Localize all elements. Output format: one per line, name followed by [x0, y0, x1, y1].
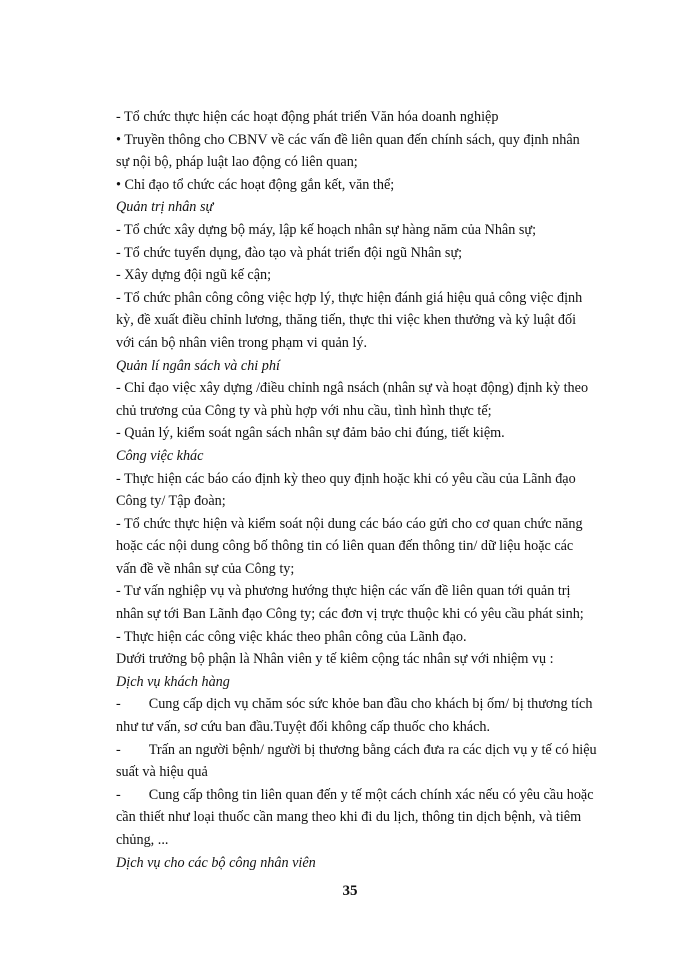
- text-line: vấn đề về nhân sự của Công ty;: [116, 560, 295, 577]
- text-line: - Thực hiện các báo cáo định kỳ theo quy định hoặc khi có yêu cầu của Lãnh đạo: [116, 470, 576, 487]
- section-heading: Công việc khác: [116, 447, 204, 464]
- text-line: hoặc các nội dung công bố thông tin có liên quan đến thông tin/ dữ liệu hoặc các: [116, 538, 574, 555]
- section-heading: Dịch vụ cho các bộ công nhân viên: [116, 854, 316, 871]
- bullet-marker: -: [116, 741, 121, 758]
- text-line: • Chỉ đạo tổ chức các hoạt động gắn kết, văn thể;: [116, 176, 395, 193]
- text-line: suất và hiệu quả: [116, 764, 208, 781]
- text-line: cần thiết như loại thuốc cần mang theo khi đi du lịch, thông tin dịch bệnh, và tiêm: [116, 809, 582, 826]
- bullet-text: Cung cấp dịch vụ chăm sóc sức khỏe ban đầu cho khách bị ốm/ bị thương tích: [148, 696, 593, 713]
- text-line: - Thực hiện các công việc khác theo phân công của Lãnh đạo.: [116, 628, 467, 645]
- text-line: chủ trương của Công ty và phù hợp với nhu cầu, tình hình thực tế;: [116, 402, 492, 419]
- section-heading: Quản lí ngân sách và chi phí: [116, 357, 280, 374]
- document-body: [116, 106, 668, 874]
- section-heading: Quản trị nhân sự: [116, 199, 214, 216]
- page-number: 35: [342, 883, 358, 899]
- text-line: Dưới trưởng bộ phận là Nhân viên y tế kiêm cộng tác nhân sự với nhiệm vụ :: [116, 651, 554, 668]
- text-line: sự nội bộ, pháp luật lao động có liên quan;: [116, 154, 358, 171]
- text-line: - Xây dựng đội ngũ kế cận;: [116, 267, 272, 284]
- text-line: - Tổ chức xây dựng bộ máy, lập kế hoạch nhân sự hàng năm của Nhân sự;: [116, 221, 537, 238]
- bullet-line: [116, 739, 668, 762]
- text-line: kỳ, đề xuất điều chỉnh lương, thăng tiến, thực thi việc khen thưởng và kỷ luật đối: [116, 312, 577, 329]
- text-line: • Truyền thông cho CBNV về các vấn đề liên quan đến chính sách, quy định nhân: [116, 131, 580, 148]
- bullet-text: Trấn an người bệnh/ người bị thương bằng cách đưa ra các dịch vụ y tế có hiệu: [148, 741, 597, 758]
- text-line: chủng, ...: [116, 832, 169, 848]
- text-line: - Tổ chức tuyển dụng, đào tạo và phát triển đội ngũ Nhân sự;: [116, 244, 463, 261]
- text-line: - Tư vấn nghiệp vụ và phương hướng thực hiện các vấn đề liên quan tới quản trị: [116, 583, 571, 600]
- bullet-text: Cung cấp thông tin liên quan đến y tế một cách chính xác nếu có yêu cầu hoặc: [148, 786, 594, 803]
- text-line: - Quản lý, kiểm soát ngân sách nhân sự đảm bảo chi đúng, tiết kiệm.: [116, 425, 505, 442]
- text-line: - Tổ chức thực hiện và kiểm soát nội dung các báo cáo gửi cho cơ quan chức năng: [116, 515, 583, 532]
- text-line: như tư vấn, sơ cứu ban đầu.Tuyệt đối không cấp thuốc cho khách.: [116, 719, 491, 736]
- bullet-line: [116, 784, 668, 807]
- text-line: - Tổ chức phân công công việc hợp lý, thực hiện đánh giá hiệu quả công việc định: [116, 289, 583, 306]
- section-heading: Dịch vụ khách hàng: [116, 673, 230, 690]
- bullet-marker: -: [116, 696, 121, 713]
- text-line: nhân sự tới Ban Lãnh đạo Công ty; các đơn vị trực thuộc khi có yêu cầu phát sinh;: [116, 606, 584, 623]
- text-line: - Tổ chức thực hiện các hoạt động phát triển Văn hóa doanh nghiệp: [116, 109, 499, 125]
- text-line: với cán bộ nhân viên trong phạm vi quản lý.: [116, 334, 368, 351]
- bullet-line: [116, 693, 668, 716]
- bullet-marker: -: [116, 786, 121, 803]
- text-line: - Chỉ đạo việc xây dựng /điều chỉnh ngâ nsách (nhân sự và hoạt động) định kỳ theo: [116, 380, 589, 397]
- text-line: Công ty/ Tập đoàn;: [116, 493, 226, 510]
